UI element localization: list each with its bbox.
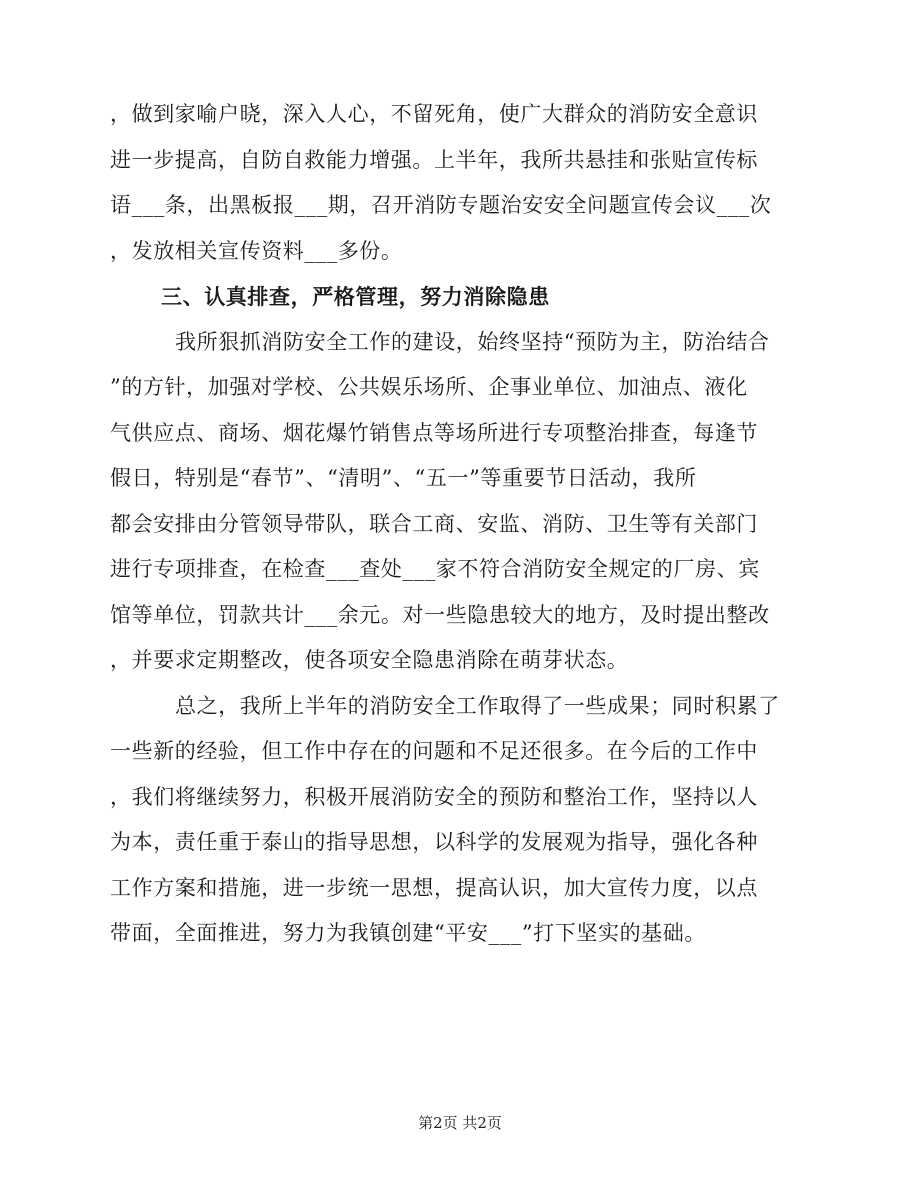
document-body	[110, 92, 810, 957]
paragraph-line: 总之，我所上半年的消防安全工作取得了一些成果；同时积累了	[175, 693, 780, 718]
paragraph-line: 进行专项排查，在检查___查处___家不符合消防安全规定的厂房、宾	[110, 557, 760, 581]
paragraph-line: 进一步提高，自防自救能力增强。上半年，我所共悬挂和张贴宣传标	[110, 147, 758, 172]
paragraph-line: 我所狠抓消防安全工作的建设，始终坚持“预防为主，防治结合	[175, 329, 770, 354]
paragraph-line: ，我们将继续努力，积极开展消防安全的预防和整治工作，坚持以人	[110, 784, 758, 809]
paragraph-line: 为本，责任重于泰山的指导思想，以科学的发展观为指导，强化各种	[110, 830, 758, 854]
paragraph-line: 一些新的经验，但工作中存在的问题和不足还很多。在今后的工作中	[110, 739, 758, 763]
paragraph-line: ，并要求定期整改，使各项安全隐患消除在萌芽状态。	[110, 648, 629, 672]
page-number-footer: 第2页 共2页	[418, 1114, 502, 1132]
paragraph-line: 带面，全面推进，努力为我镇创建“平安___”打下坚实的基础。	[110, 921, 706, 945]
paragraph-line: 馆等单位，罚款共计___余元。对一些隐患较大的地方，及时提出整改	[110, 602, 770, 627]
paragraph-line: 都会安排由分管领导带队，联合工商、安监、消防、卫生等有关部门	[110, 511, 758, 536]
paragraph-line: 气供应点、商场、烟花爆竹销售点等场所进行专项整治排查，每逢节	[110, 420, 758, 445]
paragraph-line: 工作方案和措施，进一步统一思想，提高认识，加大宣传力度，以点	[110, 875, 758, 900]
paragraph-line: 语___条，出黑板报___期，召开消防专题治安安全问题宣传会议___次	[110, 193, 772, 217]
paragraph-line: 假日，特别是“春节”、“清明”、“五一”等重要节日活动，我所	[110, 466, 697, 490]
paragraph-line: ，发放相关宣传资料___多份。	[110, 238, 403, 263]
paragraph-line: ”的方针，加强对学校、公共娱乐场所、企事业单位、加油点、液化	[110, 375, 748, 399]
paragraph-line: ，做到家喻户晓，深入人心，不留死角，使广大群众的消防安全意识	[110, 102, 758, 126]
section-heading: 三、认真排查，严格管理，努力消除隐患	[161, 284, 550, 309]
